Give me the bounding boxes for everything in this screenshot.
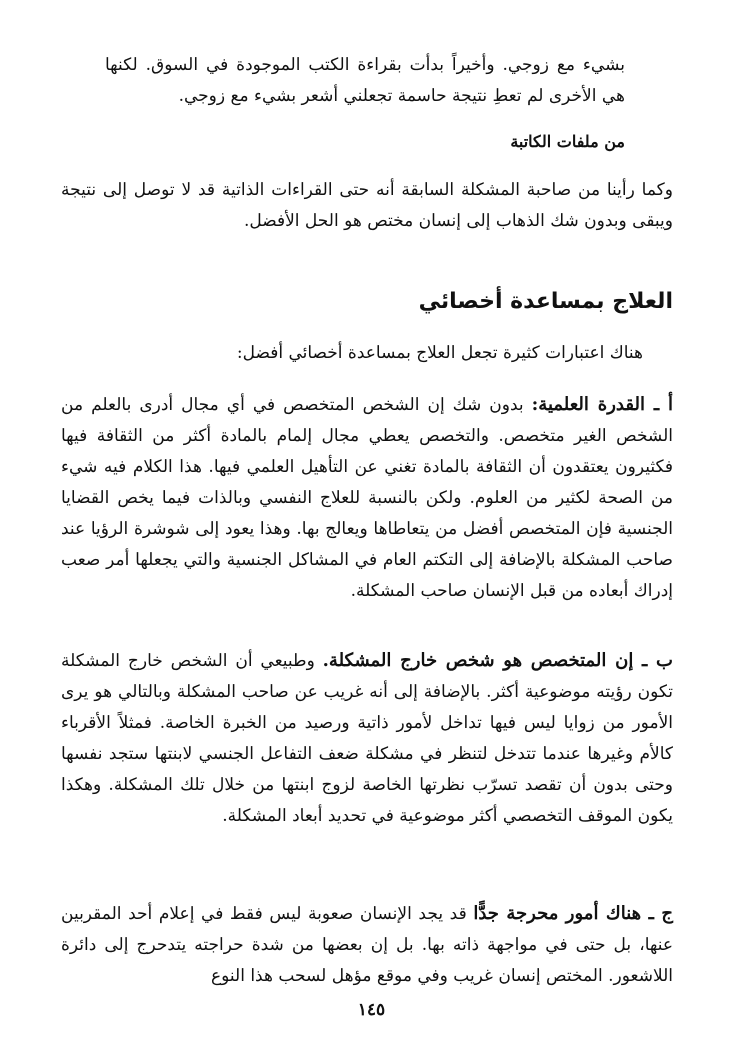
point-a	[61, 389, 673, 607]
point-c	[61, 898, 673, 992]
page-number: ١٤٥	[357, 1000, 386, 1020]
point-b	[61, 645, 673, 832]
point-b-text: وطبيعي أن الشخص خارج المشكلة تكون رؤيته موضوعية أكثر. بالإضافة إلى أنه غريب عن صاحب المشكلة وبالتالي هو يرى الأمور من زوايا ليس فيها تداخل لأمور ذاتية ورصيد من الخبرة الخاصة. فمثلاً الأقرباء كالأم وغيرها عندما تتدخل لتنظر في مشكلة ضعف التفاعل الجنسي لابنتها ستجد نفسها وحتى بدون أن تقصد تسرّب نظرتها الخاصة لزوج ابنتها من خلال تلك المشكلة. وهكذا يكون الموقف التخصصي أكثر موضوعية في تحديد أبعاد المشكلة.	[61, 651, 673, 826]
section-heading: العلاج بمساعدة أخصائي	[418, 289, 673, 314]
quote-source: من ملفات الكاتبة	[510, 132, 625, 151]
paragraph-1: وكما رأينا من صاحبة المشكلة السابقة أنه حتى القراءات الذاتية قد لا توصل إلى نتيجة ويبقى وبدون شك الذهاب إلى إنسان مختص هو الحل الأفضل.	[61, 180, 673, 231]
point-a-text: بدون شك إن الشخص المتخصص في أي مجال أدرى بالعلم من الشخص الغير متخصص. والتخصص يعطي مجال إلمام بالمادة أكثر من الثقافة فيها فكثيرون يعتقدون أن الثقافة بالمادة تغني عن التأهيل العلمي فيها. هذا الكلام فيه شيء من الصحة لكثير من العلوم. ولكن بالنسبة للعلاج النفسي وبالذات فيما يخص القضايا الجنسية فإن المتخصص أفضل من يتعاطاها ويعالج بها. وهذا يعود إلى شوشرة الرؤيا عند صاحب المشكلة بالإضافة إلى التكتم العام في المشاكل الجنسية والتي يجعلها أمر صعب إدراك أبعاده من قبل الإنسان صاحب المشكلة.	[61, 395, 673, 601]
quoted-letter: بشيء مع زوجي. وأخيراً بدأت بقراءة الكتب الموجودة في السوق. لكنها هي الأخرى لم تعطِ نتيجة حاسمة تجعلني أشعر بشيء مع زوجي.	[105, 55, 625, 106]
point-c-lead: ج ـ هناك أمور محرجة جدًّا	[473, 903, 673, 924]
point-c-text: قد يجد الإنسان صعوبة ليس فقط في إعلام أحد المقربين عنها، بل حتى في مواجهة ذاته بها. بل إن بعضها من شدة حراجته يتدحرج إلى دائرة اللاشعور. المختص إنسان غريب وفي موقع مؤهل لسحب هذا النوع	[61, 904, 673, 986]
section-intro: هناك اعتبارات كثيرة تجعل العلاج بمساعدة أخصائي أفضل:	[236, 343, 643, 363]
point-b-lead: ب ـ إن المتخصص هو شخص خارج المشكلة.	[322, 650, 673, 671]
point-a-lead: أ ـ القدرة العلمية:	[531, 394, 674, 415]
